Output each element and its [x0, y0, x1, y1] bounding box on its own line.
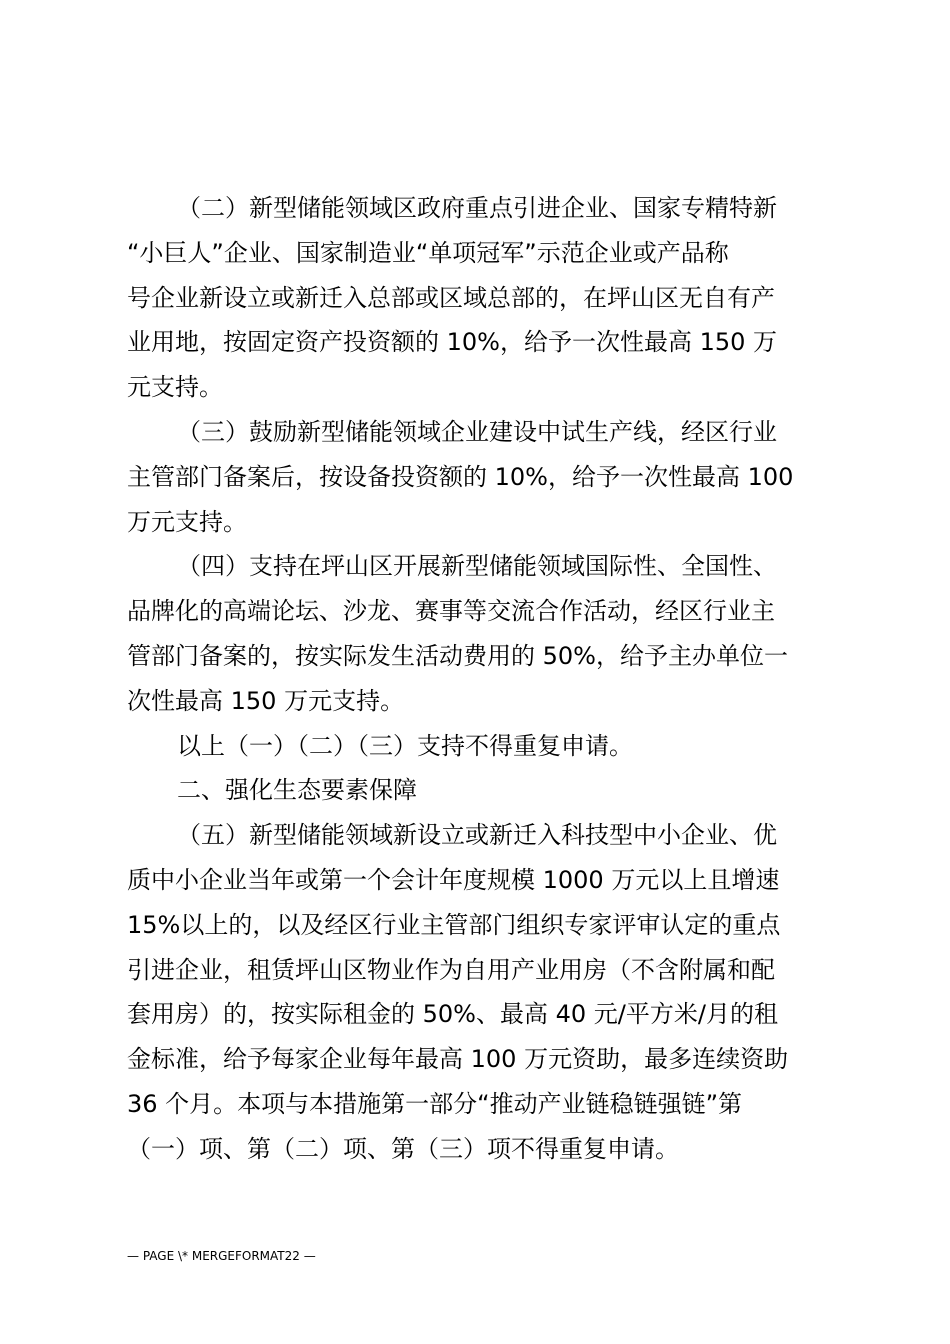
- text-line: 金标准，给予每家企业每年最高 100 万元资助，最多连续资助: [127, 1045, 789, 1074]
- text-line: 次性最高 150 万元支持。: [127, 686, 405, 715]
- text-line: 万元支持。: [127, 507, 247, 536]
- text-line: 业用地，按固定资产投资额的 10%，给予一次性最高 150 万: [127, 328, 778, 357]
- text-line: （五）新型储能领域新设立或新迁入科技型中小企业、优: [177, 821, 777, 850]
- text-line: 套用房）的，按实际租金的 50%、最高 40 元/平方米/月的租: [127, 1000, 778, 1029]
- text-line: 15%以上的，以及经区行业主管部门组织专家评审认定的重点: [127, 910, 781, 939]
- document-body: [127, 186, 835, 1172]
- text-line: 以上（一）（二）（三）支持不得重复申请。: [177, 731, 633, 760]
- page-footer: — PAGE \* MERGEFORMAT22 —: [127, 1249, 316, 1263]
- text-line: 管部门备案的，按实际发生活动费用的 50%，给予主办单位一: [127, 641, 788, 670]
- paragraph-no-duplicate-note: [127, 724, 835, 769]
- paragraph-item-4-events: [127, 544, 835, 723]
- section-heading: [127, 768, 835, 813]
- text-line: 品牌化的高端论坛、沙龙、赛事等交流合作活动，经区行业主: [127, 597, 775, 626]
- text-line: 36 个月。本项与本措施第一部分“推动产业链稳链强链”第: [127, 1089, 743, 1118]
- text-line: 引进企业，租赁坪山区物业作为自用产业用房（不含附属和配: [127, 955, 775, 984]
- paragraph-item-2-support: [127, 186, 835, 410]
- text-line: 二、强化生态要素保障: [177, 776, 417, 805]
- paragraph-item-5-rent-subsidy: [127, 813, 835, 1171]
- text-line: （三）鼓励新型储能领域企业建设中试生产线，经区行业: [177, 417, 777, 446]
- text-line: “小巨人”企业、国家制造业“单项冠军”示范企业或产品称: [127, 238, 729, 267]
- text-line: 号企业新设立或新迁入总部或区域总部的，在坪山区无自有产: [127, 283, 775, 312]
- text-line: （一）项、第（二）项、第（三）项不得重复申请。: [127, 1134, 679, 1163]
- text-line: （四）支持在坪山区开展新型储能领域国际性、全国性、: [177, 552, 777, 581]
- text-line: 元支持。: [127, 373, 223, 402]
- text-line: 主管部门备案后，按设备投资额的 10%，给予一次性最高 100: [127, 462, 794, 491]
- text-line: （二）新型储能领域区政府重点引进企业、国家专精特新: [177, 194, 777, 222]
- paragraph-item-3-pilot-line: [127, 410, 835, 544]
- text-line: 质中小企业当年或第一个会计年度规模 1000 万元以上且增速: [127, 865, 780, 894]
